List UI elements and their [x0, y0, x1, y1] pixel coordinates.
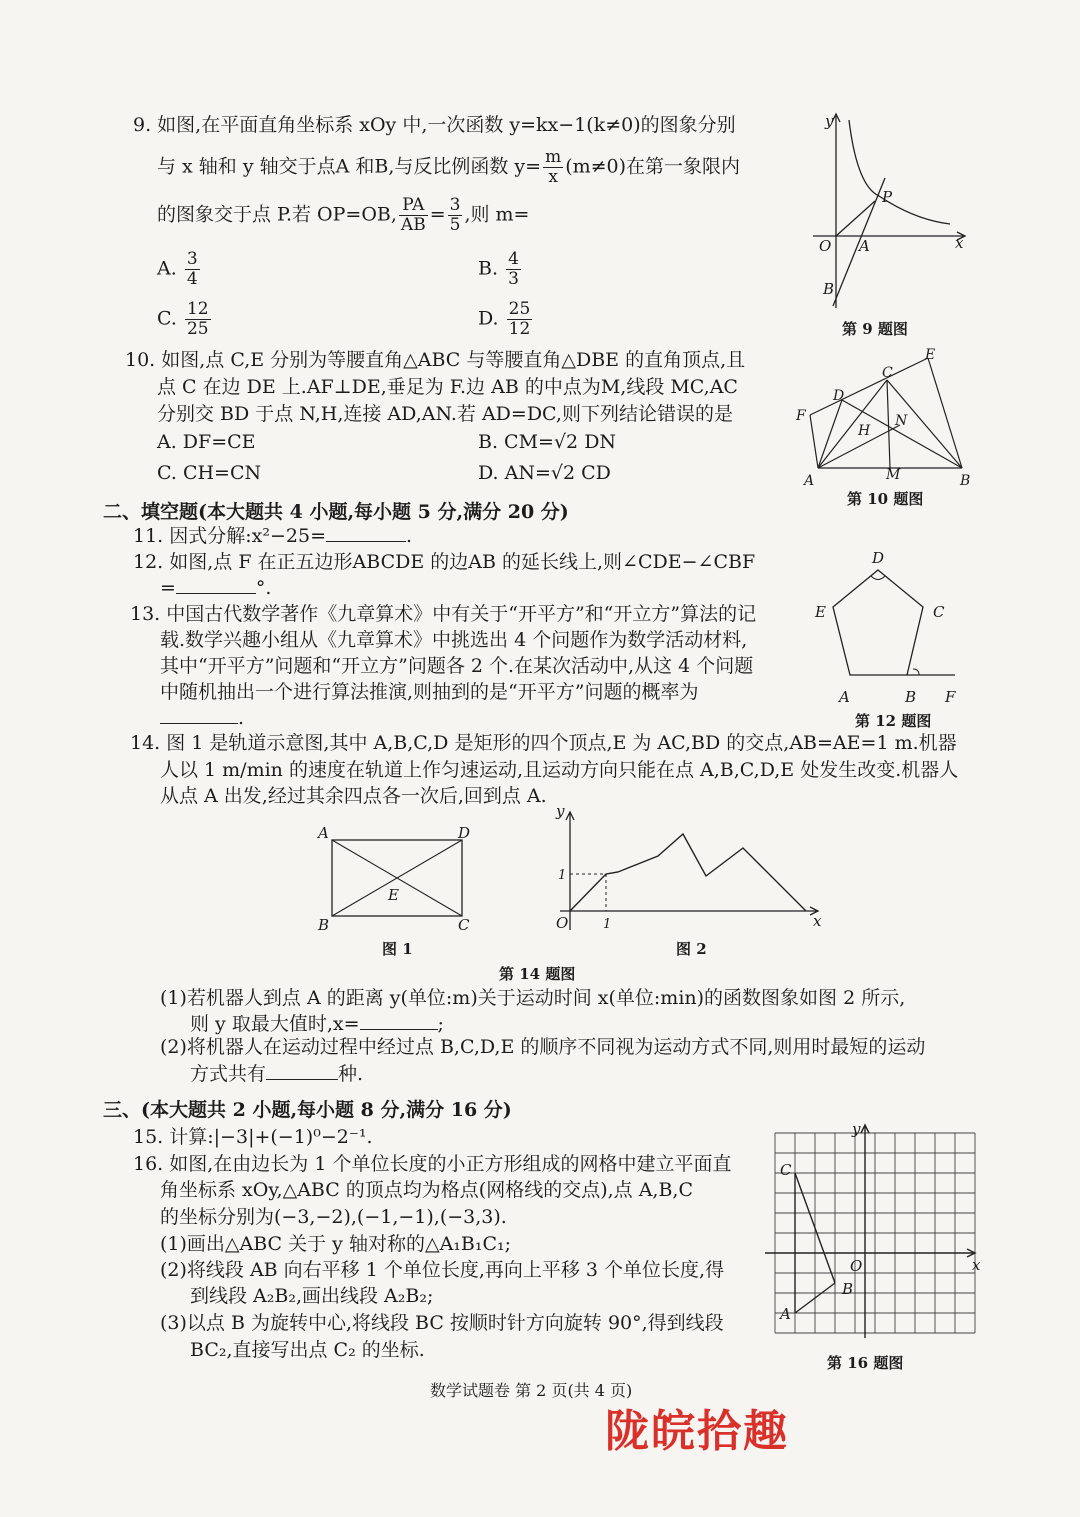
q16-line3: 的坐标分别为(−3,−2),(−1,−1),(−3,3).	[160, 1206, 507, 1228]
q12-fig-e: E	[815, 603, 826, 621]
q14-figure2-graph	[548, 800, 833, 935]
q10-fig-h: H	[858, 423, 871, 439]
q16-line5: (2)将线段 AB 向右平移 1 个单位长度,再向上平移 3 个单位长度,得	[160, 1259, 725, 1281]
q9-ratio: $\frac{PA}{AB}$	[400, 195, 426, 235]
q10-line2: 点 C 在边 DE 上.AF⊥DE,垂足为 F.边 AB 的中点为M,线段 MC,AC	[157, 376, 738, 398]
q10-option-a: A. DF=CE	[157, 431, 256, 453]
q14-fig1-d: D	[458, 824, 471, 842]
q10-caption: 第 10 题图	[847, 490, 924, 508]
q16-grid-c: C	[780, 1161, 792, 1179]
q9-line3	[157, 196, 529, 235]
q10-option-b: B. CM=√2 DN	[478, 431, 617, 453]
q16-grid-o: O	[850, 1257, 863, 1275]
q12-line2: = °.	[160, 577, 272, 599]
q10-option-c: C. CH=CN	[157, 462, 262, 484]
q13-line2: 载.数学兴趣小组从《九章算术》中挑选出 4 个问题作为数学活动材料,	[160, 629, 748, 651]
q11: 11. 因式分解:x²−25= .	[133, 525, 413, 547]
q9-line2	[157, 148, 740, 187]
q10-fig-m: M	[886, 467, 901, 483]
q14-line1: 14. 图 1 是轨道示意图,其中 A,B,C,D 是矩形的四个顶点,E 为 AC,BD 的交点,AB=AE=1 m.机器	[130, 732, 957, 754]
q9-fig-b: B	[823, 280, 835, 298]
q12-fig-a: A	[839, 688, 850, 705]
q14-part1-line2: 则 y 取最大值时,x= ;	[190, 1013, 444, 1035]
q10-fig-c: C	[882, 365, 893, 381]
q16-grid-a: A	[780, 1305, 791, 1323]
q16-grid-figure	[760, 1120, 990, 1345]
q14-fig1-c: C	[458, 916, 470, 934]
q16-line8: BC₂,直接写出点 C₂ 的坐标.	[190, 1339, 425, 1361]
q9-fig-x: x	[955, 234, 964, 252]
q14-fig1-caption: 图 1	[382, 940, 413, 958]
q9-value: $\frac{3}{5}$	[449, 195, 461, 235]
q14-part2-line1: (2)将机器人在运动过程中经过点 B,C,D,E 的顺序不同视为运动方式不同,则用时最短的运动	[160, 1036, 926, 1058]
q14-fig1-b: B	[318, 916, 330, 934]
q12-fig-c: C	[933, 603, 945, 621]
q10-line1: 10. 如图,点 C,E 分别为等腰直角△ABC 与等腰直角△DBE 的直角顶点,且	[125, 349, 746, 371]
q14-caption: 第 14 题图	[499, 965, 576, 983]
q9-line3b: ,则 m=	[464, 203, 530, 226]
q16-grid-x: x	[972, 1256, 981, 1274]
q16-line2: 角坐标系 xOy,△ABC 的顶点均为格点(网格线的交点),点 A,B,C	[160, 1179, 694, 1201]
q16-line6: 到线段 A₂B₂,画出线段 A₂B₂;	[190, 1285, 434, 1307]
q9-eq: =	[429, 203, 446, 226]
q9-option-a: A. $\frac{3}{4}$	[157, 249, 198, 289]
q9-option-c: C. $\frac{12}{25}$	[157, 299, 209, 339]
q10-fig-e: E	[925, 347, 936, 363]
q10-option-d: D. AN=√2 CD	[478, 462, 611, 484]
q16-grid-b: B	[842, 1280, 854, 1298]
q13-line3: 其中“开平方”问题和“开立方”问题各 2 个.在某次活动中,从这 4 个问题	[160, 655, 754, 677]
q10-fig-b: B	[960, 473, 971, 489]
q14-fig2-one-x: 1	[603, 917, 612, 932]
q11-answer-blank[interactable]	[326, 523, 406, 542]
q16-grid-y: y	[852, 1120, 861, 1138]
q14-fig1-a: A	[318, 824, 329, 842]
q14-fig2-caption: 图 2	[676, 940, 707, 958]
q9-caption: 第 9 题图	[842, 320, 908, 338]
q10-fig-a: A	[804, 473, 815, 489]
q9-option-d: D. $\frac{25}{12}$	[478, 299, 531, 339]
q14-fig2-x: x	[813, 912, 822, 930]
page-footer: 数学试题卷 第 2 页(共 4 页)	[430, 1381, 633, 1400]
sec3-heading: 三、(本大题共 2 小题,每小题 8 分,满分 16 分)	[103, 1099, 512, 1121]
q14-line2: 人以 1 m/min 的速度在轨道上作匀速运动,且运动方向只能在点 A,B,C,D,E 处发生改变.机器人	[160, 759, 959, 781]
q16-line4: (1)画出△ABC 关于 y 轴对称的△A₁B₁C₁;	[160, 1233, 512, 1255]
q14-part2-answer-blank[interactable]	[266, 1061, 338, 1080]
q10-fig-f: F	[796, 408, 806, 424]
q16-line1: 16. 如图,在由边长为 1 个单位长度的小正方形组成的网格中建立平面直	[133, 1153, 732, 1175]
q14-part1-answer-blank[interactable]	[360, 1011, 438, 1030]
q14-fig2-y: y	[556, 802, 565, 820]
q12-pentagon-figure	[805, 545, 975, 705]
q15: 15. 计算:|−3|+(−1)⁰−2⁻¹.	[133, 1126, 373, 1148]
q9-line2a: 与 x 轴和 y 轴交于点A 和B,与反比例函数 y=	[157, 155, 542, 178]
q9-fig-y: y	[825, 112, 834, 130]
q9-fig-p: P	[882, 188, 893, 206]
q13-line5: .	[160, 705, 244, 731]
q9-frac-m-x: $\frac{m}{x}$	[545, 147, 562, 187]
q12-fig-d: D	[872, 549, 885, 567]
q10-fig-d: D	[833, 388, 845, 404]
q12-answer-blank[interactable]	[176, 575, 256, 594]
q13-line4: 中随机抽出一个进行算法推演,则抽到的是“开平方”问题的概率为	[160, 681, 699, 703]
q14-part1-line1: (1)若机器人到点 A 的距离 y(单位:m)关于运动时间 x(单位:min)的函数图象如图 2 所示,	[160, 987, 906, 1009]
q12-fig-f: F	[945, 688, 956, 705]
q12-line1: 12. 如图,点 F 在正五边形ABCDE 的边AB 的延长线上,则∠CDE−∠CBF	[133, 551, 756, 573]
q16-caption: 第 16 题图	[827, 1354, 904, 1372]
watermark-logo: 陇皖拾趣	[605, 1406, 789, 1457]
q9-figure	[805, 108, 985, 318]
q9-line3a: 的图象交于点 P.若 OP=OB,	[157, 203, 397, 226]
q10-line3: 分别交 BD 于点 N,H,连接 AD,AN.若 AD=DC,则下列结论错误的是	[157, 403, 733, 425]
q14-figure1-rectangle	[312, 820, 482, 940]
q14-fig2-one-y: 1	[558, 868, 567, 883]
q16-line7: (3)以点 B 为旋转中心,将线段 BC 按顺时针方向旋转 90°,得到线段	[160, 1312, 724, 1334]
q9-option-b: B. $\frac{4}{3}$	[478, 249, 519, 289]
q9-fig-o: O	[819, 237, 832, 255]
q9-fig-a: A	[859, 237, 870, 255]
q9-line2b: (m≠0)在第一象限内	[565, 155, 741, 178]
q14-fig1-e: E	[388, 886, 399, 904]
q13-line1: 13. 中国古代数学著作《九章算术》中有关于“开平方”和“开立方”算法的记	[130, 603, 757, 625]
q14-part2-line2: 方式共有 种.	[190, 1063, 364, 1085]
q14-fig2-o: O	[556, 914, 569, 932]
q13-answer-blank[interactable]	[160, 705, 238, 724]
q10-figure	[790, 345, 985, 490]
q12-fig-b: B	[905, 688, 917, 705]
q10-fig-n: N	[895, 413, 908, 429]
q9-line1: 9. 如图,在平面直角坐标系 xOy 中,一次函数 y=kx−1(k≠0)的图象分别	[133, 114, 736, 136]
q12-caption: 第 12 题图	[855, 712, 932, 730]
q14-line3: 从点 A 出发,经过其余四点各一次后,回到点 A.	[160, 785, 547, 807]
sec2-heading: 二、填空题(本大题共 4 小题,每小题 5 分,满分 20 分)	[103, 501, 569, 523]
